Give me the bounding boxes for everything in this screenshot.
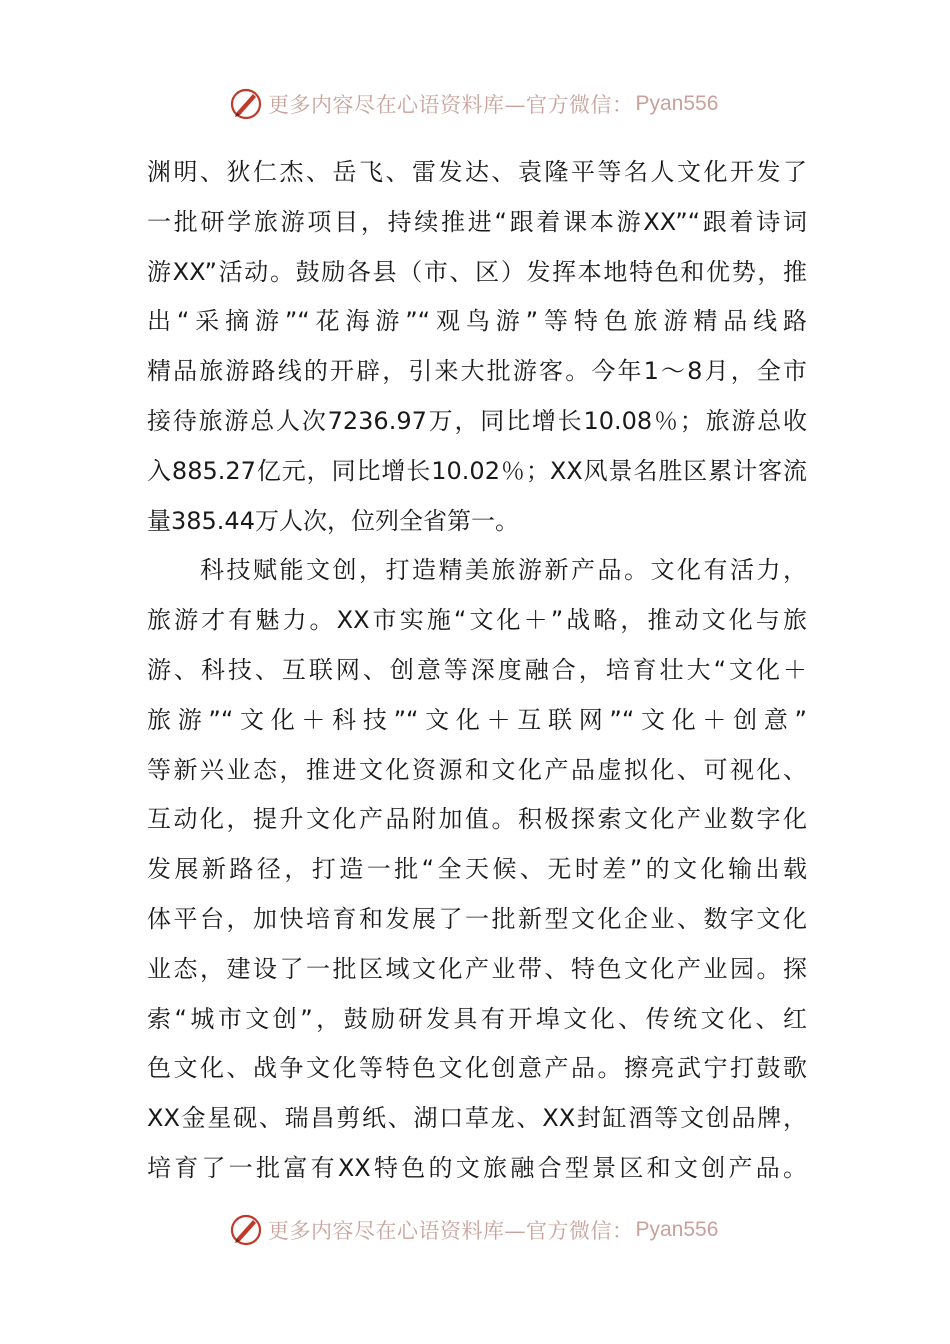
header-wechat-id: Pyan556 (635, 92, 719, 115)
text-line: 业态，建设了一批区域文化产业带、特色文化产业园。探 (147, 954, 807, 983)
header-banner-text: 更多内容尽在心语资料库—官方微信： (268, 93, 634, 117)
text-line: 发展新路径，打造一批“全天候、无时差”的文化输出载 (147, 855, 807, 884)
pen-logo-icon (228, 86, 264, 122)
text-line: 旅游才有魅力。XX市实施“文化＋”战略，推动文化与旅 (147, 606, 807, 635)
text-line: XX金星砚、瑞昌剪纸、湖口草龙、XX封缸酒等文创品牌， (147, 1104, 807, 1133)
text-line: 游XX”活动。鼓励各县（市、区）发挥本地特色和优势，推 (147, 257, 807, 286)
header-banner (228, 84, 728, 124)
text-line: 培育了一批富有XX特色的文旅融合型景区和文创产品。 (147, 1153, 807, 1182)
text-line: 一批研学旅游项目，持续推进“跟着课本游XX”“跟着诗词 (147, 207, 807, 236)
text-line: 科技赋能文创，打造精美旅游新产品。文化有活力， (147, 556, 807, 585)
text-line: 体平台，加快培育和发展了一批新型文化企业、数字文化 (147, 904, 807, 933)
text-line: 互动化，提升文化产品附加值。积极探索文化产业数字化 (147, 805, 807, 834)
text-line: 出“采摘游”“花海游”“观鸟游”等特色旅游精品线路 (147, 307, 807, 336)
text-line: 索“城市文创”，鼓励研发具有开埠文化、传统文化、红 (147, 1004, 807, 1033)
text-line: 入885.27亿元，同比增长10.02％；XX风景名胜区累计客流 (147, 456, 807, 485)
footer-banner (228, 1210, 728, 1250)
text-line: 精品旅游路线的开辟，引来大批游客。今年1～8月，全市 (147, 357, 807, 386)
footer-wechat-id: Pyan556 (635, 1218, 719, 1241)
text-line: 等新兴业态，推进文化资源和文化产品虚拟化、可视化、 (147, 755, 807, 784)
pen-logo-icon (228, 1212, 264, 1248)
text-line: 游、科技、互联网、创意等深度融合，培育壮大“文化＋ (147, 655, 807, 684)
article-body (147, 148, 807, 1194)
text-line: 量385.44万人次，位列全省第一。 (147, 506, 519, 535)
text-line: 渊明、狄仁杰、岳飞、雷发达、袁隆平等名人文化开发了 (147, 158, 807, 186)
text-line: 接待旅游总人次7236.97万，同比增长10.08％；旅游总收 (147, 406, 807, 435)
text-line: 色文化、战争文化等特色文化创意产品。擦亮武宁打鼓歌 (147, 1054, 807, 1083)
footer-banner-text: 更多内容尽在心语资料库—官方微信： (268, 1219, 634, 1243)
text-line: 旅游”“文化＋科技”“文化＋互联网”“文化＋创意” (147, 705, 807, 734)
